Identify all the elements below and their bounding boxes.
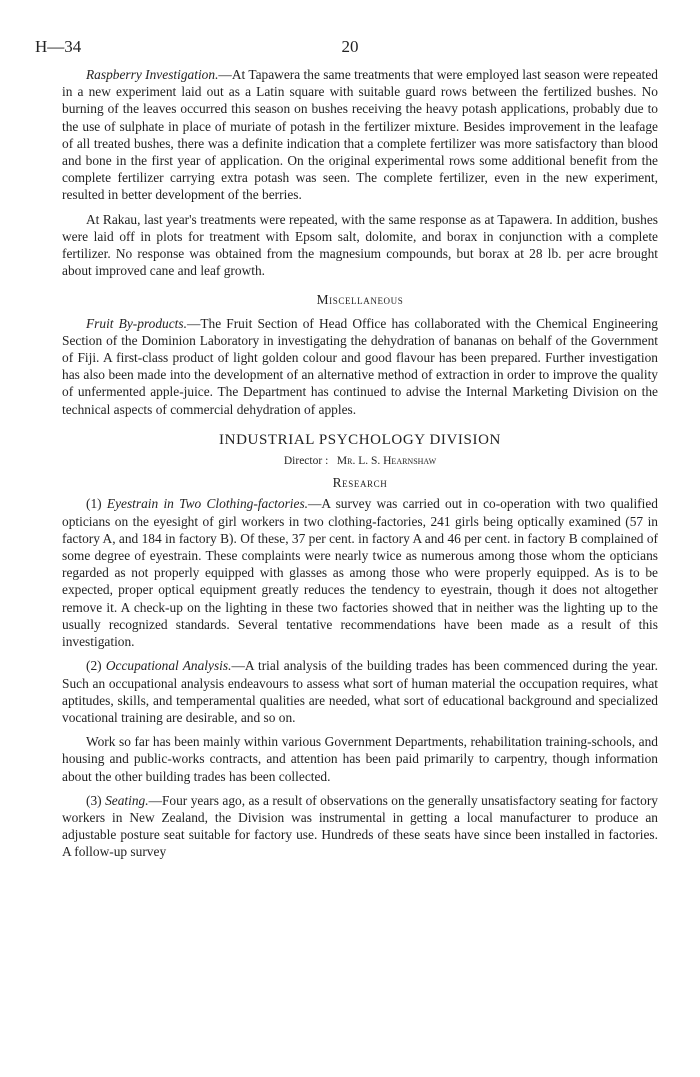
miscellaneous-heading: Miscellaneous: [316, 292, 404, 308]
report-code: H—34: [35, 37, 82, 56]
seating-title: Seating.: [105, 792, 149, 808]
eyestrain-title: Eyestrain in Two Clothing-factories.: [106, 496, 309, 512]
fruit-paragraph: [62, 315, 658, 418]
occupational-paragraph-2: Work so far has been mainly within various Government Departments, rehabilitation training-schools, and housing and public-works contracts, and attention has been paid primarily to carpentry, though information about the other building trades has been collected.: [62, 734, 658, 784]
raspberry-paragraph-2: At Rakau, last year's treatments were repeated, with the same response as at Tapawera. In addition, bushes were laid off in plots for treatment with Epsom salt, dolomite, and borax in conjunction with a complete fertilizer. No response was obtained from the magnesium compounds, but borax at 28 lb. per acre brought about improved cane and leaf growth.: [62, 211, 658, 279]
raspberry-title: Raspberry Investigation.: [86, 67, 219, 82]
occupational-text: —A trial analysis of the building trades has been commenced during the year. Such an occupational analysis endeavours to assess what sort of human material the occupation requires, what aptitudes, skills, and temperamental qualities are needed, what sort of educational background and specialized vocational training are desirable, and so on.: [62, 658, 658, 725]
fruit-text: —The Fruit Section of Head Office has collaborated with the Chemical Engineering Section of the Dominion Laboratory in investigating the dehydration of bananas on behalf of the Government of Fiji. A first-class product of light golden colour and good flavour has been prepared. Further investigation has also been made into the development of an alternative method of extraction in order to improve the quality of unfermented apple-juice. The Department has continued to advise the Internal Marketing Division on the technical aspects of commercial dehydration of apples.: [62, 315, 658, 417]
seating-paragraph: [62, 792, 658, 861]
seating-number: (3): [86, 792, 102, 808]
page-header: [35, 38, 665, 60]
research-heading: Research: [332, 475, 388, 491]
director-name: Mr. L. S. Hearnshaw: [336, 455, 437, 468]
division-heading: INDUSTRIAL PSYCHOLOGY DIVISION: [219, 431, 501, 448]
occupational-title: Occupational Analysis.: [105, 658, 232, 674]
fruit-title: Fruit By-products.: [86, 315, 187, 331]
raspberry-text-1: —At Tapawera the same treatments that were employed last season were repeated in a new experiment laid out as a Latin square with suitable guard rows between the fertilized bushes. No burning of the leaves occurred this season on bushes receiving the heavy potash applications, probably due to the use of sulphate in place of muriate of potash in the fertilizer mixture. Besides improvement in the leafage of all treated bushes, there was a definite indication that a complete fertilizer was more satisfactory than blood and bone in the first year of application. On the original experimental rows some additional benefit from the complete fertilizer carrying extra potash was seen. The complete fertilizer, even in the new experiment, resulted in better development of the berries.: [62, 67, 658, 203]
occupational-number: (2): [86, 658, 102, 674]
eyestrain-number: (1): [86, 496, 102, 512]
raspberry-paragraph-1: [62, 66, 658, 204]
eyestrain-text: —A survey was carried out in co-operation with two qualified opticians on the eyesight of girl workers in two clothing-factories, 241 girls being optically examined (57 in factory A, and 184 in factory B). Of these, 37 per cent. in factory A and 46 per cent. in factory B complained of some degree of eyestrain. These complaints were nearly twice as numerous among those whom the opticians regarded as not properly equipped with glasses as among those who were properly equipped. As is to be expected, proper optical equipment greatly reduces the tendency to eyestrain, though it does not altogether remove it. A check-up on the lighting in these two factories showed that in neither was the lighting up to the usually recognized standards. Several tentative recommendations have been made as a result of this investigation.: [62, 496, 658, 650]
director-label: Director :: [283, 455, 329, 468]
director-line: [62, 453, 658, 470]
eyestrain-paragraph: [62, 495, 658, 650]
page-body: [62, 66, 658, 861]
page-number: 20: [341, 37, 359, 56]
seating-text: —Four years ago, as a result of observations on the generally unsatisfactory seating for factory workers in New Zealand, the Division was instrumental in getting a local manufacturer to produce an adjustable posture seat suitable for factory use. Hundreds of these seats have since been installed in factories. A follow-up survey: [62, 792, 658, 860]
occupational-paragraph-1: [62, 657, 658, 726]
